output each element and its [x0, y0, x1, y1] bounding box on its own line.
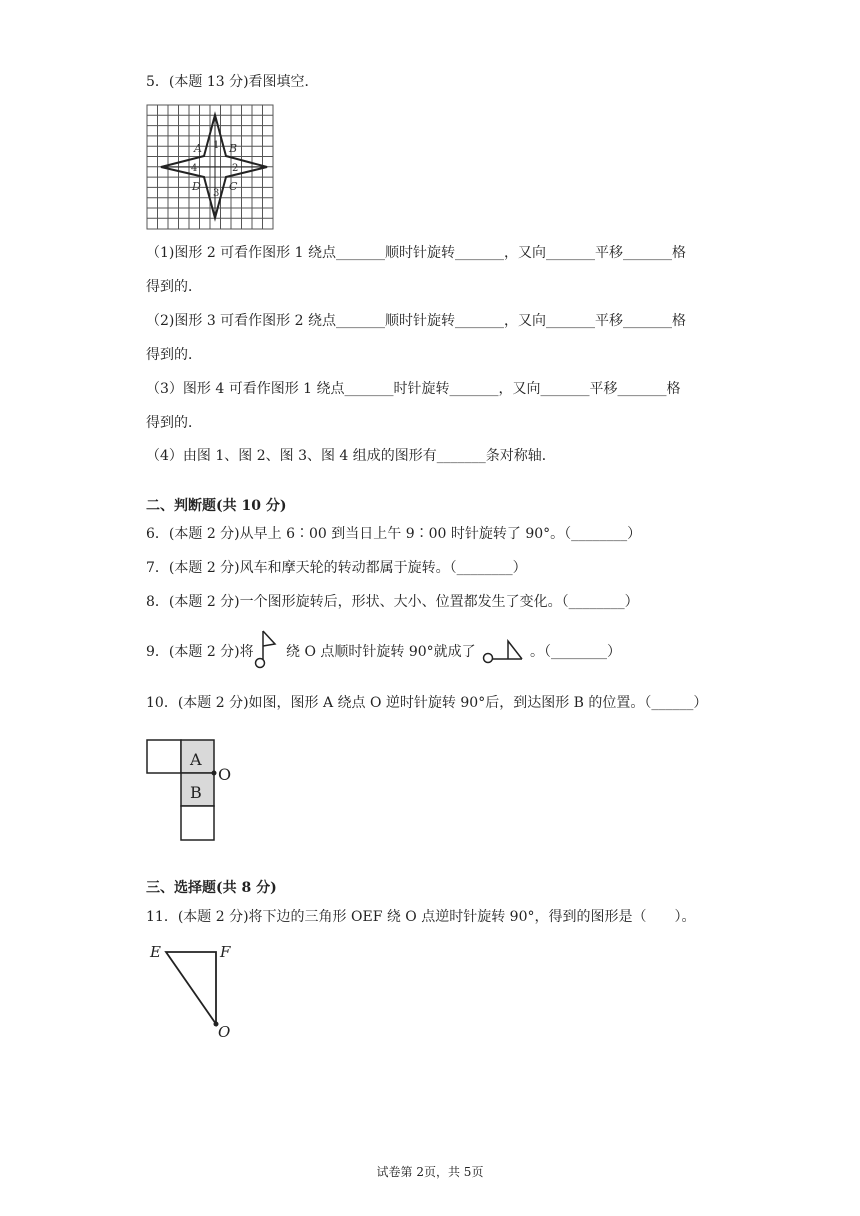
label-O: O [218, 1023, 231, 1040]
q5-part1-line1: （1)图形 2 可看作图形 1 绕点_______顺时针旋转_______，又向_______平移_______格 [146, 245, 686, 261]
label-O: O [218, 765, 232, 784]
section-2-title: 二、判断题(共 10 分) [146, 498, 287, 514]
label-A: A [194, 142, 202, 155]
label-A: A [190, 750, 202, 769]
q5-part3-line2: 得到的． [146, 415, 202, 431]
q9-text-a: 9．(本题 2 分)将 [146, 644, 254, 660]
label-B: B [229, 142, 238, 155]
flag-shape-rotated [480, 636, 526, 666]
q10-squares-figure [146, 738, 242, 842]
q11-text: 11．(本题 2 分)将下边的三角形 OEF 绕 O 点逆时针旋转 90°，得到的图形是（ ）。 [146, 909, 696, 925]
q5-part2-line1: （2)图形 3 可看作图形 2 绕点_______顺时针旋转_______，又向_______平移_______格 [146, 313, 686, 329]
label-D: D [192, 180, 201, 193]
label-E: E [150, 943, 161, 961]
q5-part4: （4）由图 1、图 2、图 3、图 4 组成的图形有_______条对称轴． [146, 448, 556, 464]
label-2: 2 [232, 163, 239, 174]
q5-part3-line1: （3）图形 4 可看作图形 1 绕点_______时针旋转_______，又向_______平移_______格 [146, 381, 681, 397]
q9-text-b: 绕 O 点顺时针旋转 90°就成了 [286, 644, 476, 660]
flag-shape-original [253, 628, 279, 670]
q8-text: 8．(本题 2 分)一个图形旋转后，形状、大小、位置都发生了变化。（________） [146, 594, 639, 610]
label-F: F [220, 943, 231, 961]
q6-text: 6．(本题 2 分)从早上 6∶00 到当日上午 9∶00 时针旋转了 90°。（________） [146, 526, 642, 542]
q10-text: 10．(本题 2 分)如图，图形 A 绕点 O 逆时针旋转 90°后，到达图形 B 的位置。（______） [146, 695, 708, 711]
star-grid-figure [146, 104, 274, 230]
label-1: 1 [213, 140, 220, 151]
triangle-OEF-figure [146, 940, 242, 1040]
q7-text: 7．(本题 2 分)风车和摩天轮的转动都属于旋转。（________） [146, 560, 527, 576]
point-O [212, 771, 217, 776]
page-footer: 试卷第 2页，共 5页 [376, 1165, 484, 1179]
label-B: B [190, 783, 202, 802]
label-3: 3 [213, 188, 220, 199]
q9-text-c: 。（________） [530, 644, 621, 660]
q5-part2-line2: 得到的． [146, 347, 202, 363]
q5-part1-line2: 得到的． [146, 279, 202, 295]
label-C: C [229, 180, 238, 193]
q5-heading: 5．(本题 13 分)看图填空． [146, 74, 319, 90]
section-3-title: 三、选择题(共 8 分) [146, 880, 277, 896]
label-4: 4 [191, 163, 198, 174]
